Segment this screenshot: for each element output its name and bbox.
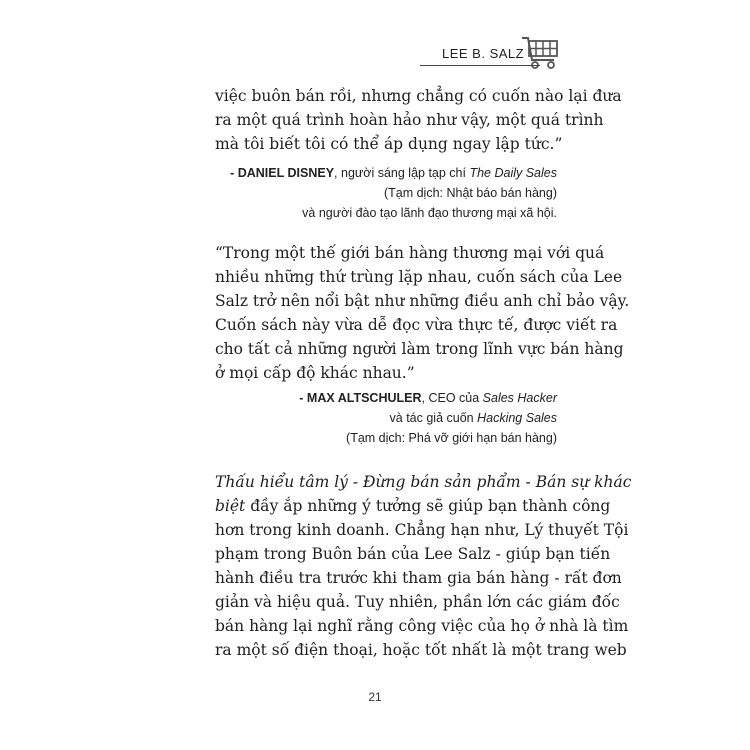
text-line: ở mọi cấp độ khác nhau.”	[215, 364, 415, 382]
attribution-role: , CEO của	[421, 391, 483, 405]
body-paragraph	[215, 470, 632, 662]
attribution-description: và người đào tạo lãnh đạo thương mại xã hội.	[302, 206, 557, 220]
text-line: giản và hiệu quả. Tuy nhiên, phần lớn các giám đốc	[215, 593, 620, 611]
text-line: ra một quá trình hoàn hảo như vậy, một quá trình	[215, 111, 604, 129]
quote-daniel-disney	[215, 84, 622, 156]
quote-max-altschuler	[215, 241, 630, 385]
text-line: bán hàng lại nghĩ rằng công việc của họ ở nhà là tìm	[215, 617, 629, 635]
text-line: cho tất cả những người làm trong lĩnh vực bán hàng	[215, 340, 624, 358]
text-line: việc buôn bán rồi, nhưng chẳng có cuốn nào lại đưa	[215, 87, 622, 105]
text-line: ra một số điện thoại, hoặc tốt nhất là một trang web	[215, 641, 627, 659]
attribution-role: , người sáng lập tạp chí	[334, 166, 470, 180]
book-title-text-end: biệt	[215, 497, 246, 515]
text-line: Cuốn sách này vừa dễ đọc vừa thực tế, được viết ra	[215, 316, 618, 334]
attribution-publication: Sales Hacker	[482, 391, 557, 405]
attribution-translation: (Tạm dịch: Phá vỡ giới hạn bán hàng)	[346, 431, 557, 445]
text-line: Salz trở nên nổi bật như những điều anh chỉ bảo vậy.	[215, 292, 630, 310]
text-line: đầy ắp những ý tưởng sẽ giúp bạn thành công	[245, 497, 611, 515]
text-line: mà tôi biết tôi có thể áp dụng ngay lập tức.”	[215, 135, 563, 153]
attribution-book: Hacking Sales	[477, 411, 557, 425]
text-line: nhiều những thứ trùng lặp nhau, cuốn sách của Lee	[215, 268, 623, 286]
running-header	[420, 34, 570, 78]
attribution-publication: The Daily Sales	[469, 166, 557, 180]
text-line: hơn trong kinh doanh. Chẳng hạn như, Lý thuyết Tội	[215, 521, 629, 539]
attribution-daniel-disney	[230, 163, 557, 223]
text-line: “Trong một thế giới bán hàng thương mại với quá	[215, 244, 605, 262]
attribution-translation: (Tạm dịch: Nhật báo bán hàng)	[383, 186, 557, 200]
text-line: hành điều tra trước khi tham gia bán hàng - rất đơn	[215, 569, 622, 587]
attribution-book-prefix: và tác giả cuốn	[389, 411, 478, 425]
header-rule	[420, 65, 540, 66]
attribution-max-altschuler	[299, 388, 557, 448]
attribution-name: - MAX ALTSCHULER	[299, 391, 422, 405]
running-header-author: LEE B. SALZ	[442, 46, 525, 61]
page-number: 21	[368, 690, 382, 704]
book-title-text: Thấu hiểu tâm lý - Đừng bán sản phẩm - Bán sự khác	[215, 473, 632, 491]
text-line: phạm trong Buôn bán của Lee Salz - giúp bạn tiến	[215, 545, 611, 563]
shopping-cart-icon	[518, 34, 562, 72]
attribution-name: - DANIEL DISNEY	[230, 166, 335, 180]
